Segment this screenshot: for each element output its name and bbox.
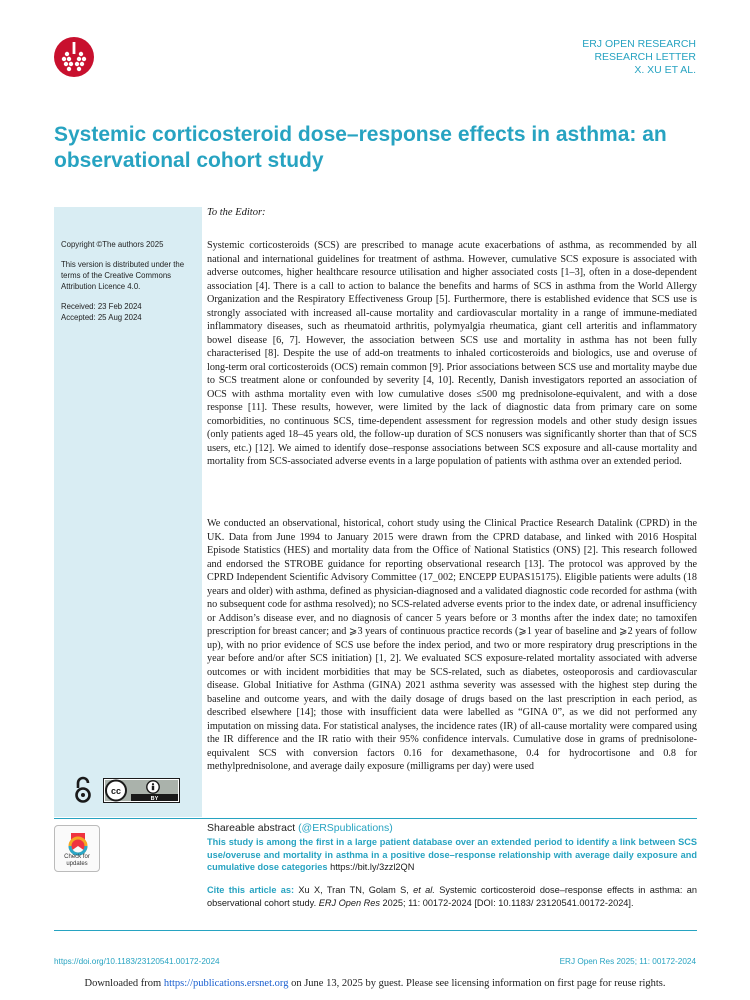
article-type: RESEARCH LETTER <box>594 51 696 63</box>
journal-name: ERJ OPEN RESEARCH <box>582 38 696 50</box>
ers-twitter-handle-link[interactable]: (@ERSpublications) <box>298 822 393 834</box>
received-date: Received: 23 Feb 2024 <box>61 302 142 311</box>
salutation: To the Editor: <box>207 207 266 218</box>
article-title: Systemic corticosteroid dose–response effects in asthma: an observational cohort study <box>54 123 667 172</box>
download-notice <box>0 978 750 989</box>
publisher-link[interactable]: https://publications.ersnet.org <box>163 978 289 989</box>
shareable-heading-text: Shareable abstract <box>207 822 296 834</box>
body-paragraph-1: Systemic corticosteroids (SCS) are prescribed to manage acute exacerbations of asthma, as recommended by all national and international guidelines for treatment of asthma. However, cumulative SCS exposure is associated with adverse outcomes, higher healthcare resource utilisation and higher associated costs [1–3], often in a dose-dependent association [4]. There is a call to action to balance the benefits and harms of SCS in asthma from the World Allergy Organization and the Respiratory Effectiveness Group [5]. Furthermore, there is established evidence that SCS use is strongly associated with increased all-cause mortality and cardiovascular mortality in a range of immune-mediated inflammatory diseases, such as rheumatoid arthritis, polymyalgia rheumatica, giant cell arteritis and inflammatory bowel disease [6, 7]. However, the association between SCS use and mortality in asthma has not been fully characterised [8]. Despite the use of add-on treatments to inhaled corticosteroids and biologics, use and overuse of long-term oral corticosteroids (OCS) remain common [9]. Prior associations between SCS use and mortality maybe due to SCS treatment alone or confounded by severity [4, 10]. Recently, Danish investigators reported an association of OCS with asthma mortality even with low cumulative doses ≤500 mg prednisolone-equivalent, and with a dose response [11]. These results, however, were limited by the lack of diagnostic data from primary care on some comorbidities, no continuous SCS, time-dependent assessment for regression models and other study design issues (only patients aged 18–45 years old, the follow-up duration of SCS nonusers was significantly shorter than that of SCS users, etc.) [12]. We aimed to identify dose–response associations between SCS exposure and all-cause mortality and mortality from SCS-associated adverse events in a large population of patients with asthma over an extended period. <box>207 240 697 467</box>
open-access-icon <box>73 776 93 804</box>
cc-by-label: BY <box>150 796 159 802</box>
footer-divider <box>54 930 697 931</box>
svg-text:cc: cc <box>110 786 122 796</box>
ers-logo-icon <box>53 36 95 78</box>
citation-etal: et al. <box>413 885 435 895</box>
shareable-abstract-heading <box>207 822 393 834</box>
download-suffix: on June 13, 2025 by guest. Please see licensing information on first page for reuse rights. <box>291 978 666 989</box>
cc-by-license-icon[interactable] <box>103 778 180 803</box>
shareable-abstract-text <box>207 836 697 874</box>
citation-authors: Xu X, Tran TN, Golam S, <box>298 885 409 895</box>
section-divider <box>54 818 697 819</box>
licence-text: This version is distributed under the terms of the Creative Commons Attribution Licence 4.0. <box>61 260 185 291</box>
citation-title: Systemic corticosteroid dose–response effects in asthma: an observational cohort study. <box>207 885 697 908</box>
crossmark-label: Check for updates <box>64 854 90 867</box>
body-paragraph-2: We conducted an observational, historical, cohort study using the Clinical Practice Research Datalink (CPRD) in the UK. Data from June 1994 to January 2015 were drawn from the CPRD database, and linked with 2016 Hospital Episode Statistics (HES) and mortality data from the Office of National Statistics (ONS) [2]. This research followed and endorsed the STROBE guidance for reporting observational research [13]. The protocol was approved by the CPRD Independent Scientific Advisory Committee (17_002; ENCEPP EUPAS15175). Eligible patients were adults (18 years and older) with asthma, defined as physician-diagnosed and a validated diagnostic code recorded for asthma (with no subsequent code for asthma resolved); no SCS-related adverse events prior to the index date, or adrenal insufficiency or Addison’s disease ever, and no diagnosis of cancer 5 years before or 3 months after the index date; no tamoxifen prescription for breast cancer; and ⩾3 years of continuous practice records (⩾1 year of baseline and ⩾2 years of follow up), with no prior evidence of SCS use before the index period, and two or more respiratory drug prescriptions in the year before and/or after SCS initiation) [1, 2]. We evaluated SCS exposure-related mortality associated with adverse outcomes or with incident morbidities that may be SCS-related, such as diabetes, osteoporosis and cardiovascular disease. Global Initiative for Asthma (GINA) 2021 asthma severity was assessed with the highest step during the baseline and outcome years, and with the daily dosage of drugs based on the last prescription in each period, as described elsewhere [14]; those with insufficient data were labelled as “GINA 0”, as we did not performed any imputation on missing data. For statistical analyses, the incidence rates (IR) of all-cause mortality were compared using the IR difference and the IR ratio with their 95% confidence intervals. Cumulative dose in grams of prednisolone-equivalent SCS with conversion factors 0.16 for dexamethasone, 0.4 for hydrocortisone and 0.8 for methylprednisolone, and average daily exposure (milligrams per day) were used <box>207 518 697 772</box>
citation-journal: ERJ Open Res <box>318 897 380 908</box>
citation-label: Cite this article as: <box>207 885 295 895</box>
journal-header <box>582 38 696 77</box>
journal-reference: ERJ Open Res 2025; 11: 00172-2024 <box>559 957 696 966</box>
download-prefix: Downloaded from <box>84 978 162 989</box>
accepted-date: Accepted: 25 Aug 2024 <box>61 313 142 322</box>
citation-details: 2025; 11: 00172-2024 [DOI: 10.1183/ 23120541.00172-2024]. <box>382 897 634 908</box>
shareable-link[interactable]: https://bit.ly/3zzl2QN <box>330 862 415 872</box>
citation-block <box>207 884 697 909</box>
doi-link[interactable]: https://doi.org/10.1183/23120541.00172-2024 <box>54 957 220 966</box>
sidebar-info <box>61 239 198 323</box>
check-for-updates-badge[interactable] <box>54 825 100 872</box>
copyright-text: Copyright ©The authors 2025 <box>61 240 164 249</box>
shareable-summary: This study is among the first in a large patient database over an extended period to identify a link between SCS use/overuse and mortality in asthma in a positive dose–response relationship with average daily exposure and cumulative dose categories <box>207 837 697 872</box>
authors-short: X. XU ET AL. <box>634 64 696 76</box>
